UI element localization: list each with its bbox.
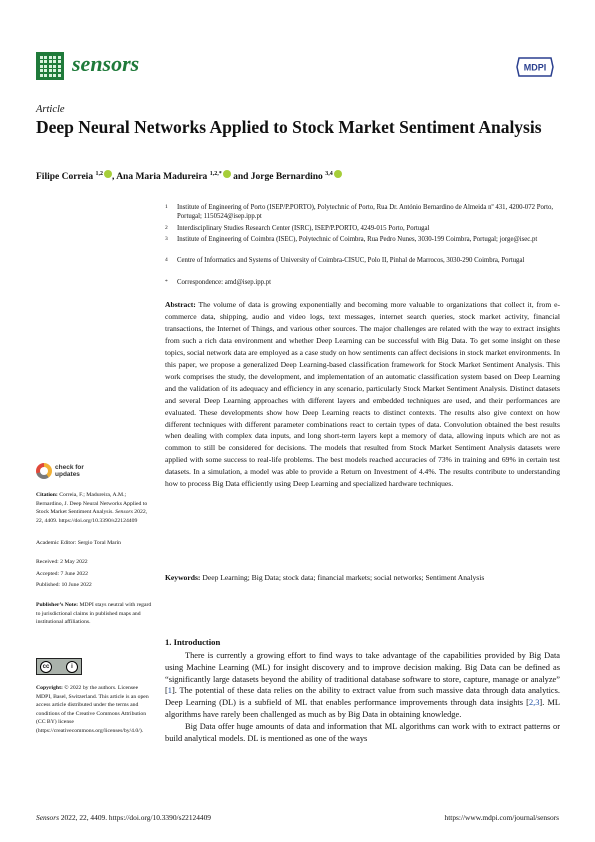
author-name: Filipe Correia [36,172,96,182]
author-name: Jorge Bernardino [250,172,326,182]
keywords-text: Deep Learning; Big Data; stock data; financial markets; social networks; Sentiment Analysis [202,573,485,582]
copyright: Copyright: © 2022 by the authors. Licensee MDPI, Basel, Switzerland. This article is an open access article distributed under the terms and conditions of the Creative Commons Attribution (CC BY) license (https://creativecommons.org/licenses/by/4.0/). [36,685,149,734]
accepted-date: Accepted: 7 June 2022 [36,571,88,577]
orcid-icon[interactable] [104,170,112,178]
journal-name: sensors [72,51,140,76]
author-affiliation-mark: 3,4 [325,170,333,177]
published-date: Published: 10 June 2022 [36,582,92,588]
academic-editor: Academic Editor: Sergio Toral Marín [36,540,121,546]
intro-paragraph-2: Big Data offer huge amounts of data and information that ML algorithms can work with to extract patterns or build analytical models. DL is mentioned as one of the ways [165,721,560,743]
abstract [165,299,560,490]
author-list: Filipe Correia $^{1,2}$ , Ana Maria Madureira $^{1,2,*}$ and Jorge Bernardino $^{3,4}$ [36,170,342,182]
author-affiliation-mark: 1,2 [95,170,103,177]
reference-link[interactable]: 2,3 [528,698,540,708]
publishers-note: Publisher’s Note: MDPI stays neutral with regard to jurisdictional claims in published maps and institutional affiliations. [36,602,152,626]
citation: Citation: Correia, F.; Madureira, A.M.; Bernardino, J. Deep Neural Networks Applied to Stock Market Sentiment Analysis. Sensors 2022, 22, 4409. https://doi.org/10.3390/s22124409 [36,492,148,524]
cc-by-license-icon[interactable]: cc i [36,658,82,675]
section-heading: 1. Introduction [165,637,221,647]
introduction-body [165,650,560,744]
author-affiliation-mark: 1,2,* [209,170,222,177]
article-type: Article [36,104,65,115]
paper-title: Deep Neural Networks Applied to Stock Market Sentiment Analysis [36,117,542,137]
orcid-icon[interactable] [223,170,231,178]
keywords-label: Keywords: [165,573,201,582]
intro-paragraph-1: There is currently a growing effort to find ways to take advantage of the capabilities provided by Big Data using Machine Learning (ML) for insight discovery and to improve decision making. Big Data can be defined as “significantly large datasets beyond the ability of traditional database software to store, capture, manage or analyze” [1]. The potential of these data relies on the ability to extract value from such massive data through data analytics. Deep Learning (DL) is a subfield of ML that enables performance improvements through data insights [2,3]. ML algorithms have rarely been challenged as much as by Big Data in obtaining knowledge. [165,651,561,719]
keywords [165,572,560,584]
check-for-updates-label[interactable]: check for updates [55,464,84,478]
reference-link[interactable]: 1 [167,686,172,696]
footer-citation: Sensors 2022, 22, 4409. https://doi.org/10.3390/s22124409 [36,813,212,822]
abstract-text: The volume of data is growing exponentially and becoming more valuable to organizations that collect it, from e-commerce data, shipping, audio and video logs, text messages, internet search queries, stock market activity, financial transactions, the Internet of Things, and various other sources. The major challenges are related with the way to extract insights from such a rich data environment and whether Deep Learning can be successful with Big Data. To get some insight on these topics, social network data are employed as a case study on how sentiments can affect decisions in stock market environments. In this paper, we propose a generalized Deep Learning-based classification framework for Stock Market Sentiment Analysis. This work comprises the study, the development, and implementation of an automatic classification system based on Deep Learning and the validation of its adequacy and efficiency in any scenario, particularly Stock Market Sentiment Analysis. Distinct datasets and several Deep Learning approaches with different layers and embedded techniques are used, and their performances are evaluated. These developments show how Deep Learning reacts to distinct contexts. The results also give context on how different techniques with different parameter combinations react to certain types of data. Convolution obtained the best results when dealing with complex data inputs, and long short-term layers kept a memory of data, allowing inputs which are not as common to still be considered for decisions. The models that resulted from Stock Market Sentiment Analysis datasets were applied with some success to real-life problems. The best models reached accuracies of 73% in training and 69% in certain test datasets. In a simulation, a model was able to provide a Return on Investment of 4.4%. The results contribute to understanding how to process Big Data efficiently using Deep Learning and specialized hardware techniques. [165,300,561,489]
check-for-updates-icon[interactable] [36,463,52,479]
journal-logo [36,52,64,80]
abstract-label: Abstract: [165,300,196,309]
author-name: Ana Maria Madureira [116,172,210,182]
orcid-icon[interactable] [334,170,342,178]
footer-url[interactable]: https://www.mdpi.com/journal/sensors [444,813,559,822]
mdpi-logo-text: MDPI [523,62,547,73]
received-date: Received: 2 May 2022 [36,559,88,565]
mdpi-logo [515,56,555,78]
